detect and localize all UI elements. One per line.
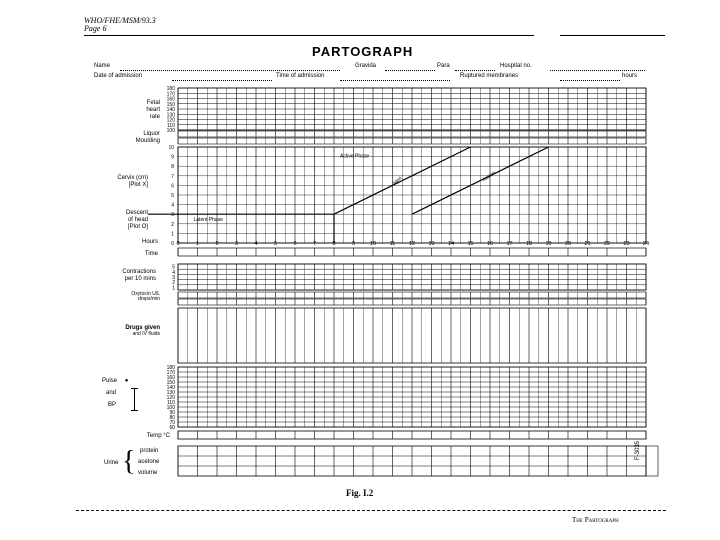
pulse-bp-tick: 120 <box>166 395 175 401</box>
hospital-no-field: Hospital no. <box>500 63 532 69</box>
pulse-bp-tick: 130 <box>166 390 175 396</box>
action-label: Action <box>481 170 497 184</box>
footer-rule <box>76 510 666 511</box>
hour-tick: 15 <box>467 241 474 247</box>
side-code: F-3035 <box>635 440 641 460</box>
hours-label: Hours <box>141 239 158 245</box>
hour-tick: 16 <box>486 241 494 247</box>
hours-field: hours <box>622 73 638 79</box>
cervix-tick: 2 <box>171 221 174 228</box>
cervix-tick: 7 <box>171 173 174 180</box>
hour-tick: 10 <box>369 241 377 247</box>
contractions-tick: 3 <box>172 275 175 281</box>
date-admission-field: Date of admission <box>94 73 143 79</box>
hour-tick: 24 <box>642 241 650 247</box>
cervix-tick: 6 <box>171 183 174 190</box>
hour-tick: 9 <box>351 241 356 247</box>
hour-tick: 8 <box>332 241 336 247</box>
drugs-label-2: and IV fluids <box>132 331 160 337</box>
cervix-tick: 8 <box>171 164 174 171</box>
cervix-label-1: Cervix (cm) <box>117 175 148 181</box>
liquor-label: Liquor <box>143 131 160 137</box>
hour-tick: 7 <box>312 241 317 247</box>
fetal-heart-tick: 140 <box>166 107 175 113</box>
hour-tick: 6 <box>293 241 297 247</box>
contractions-tick: 5 <box>172 264 175 271</box>
pulse-bp-tick: 90 <box>169 410 175 416</box>
bp-label-text: BP <box>108 402 117 408</box>
time-label: Time <box>144 251 158 257</box>
urine-label: Urine <box>104 460 119 466</box>
pulse-label-text: Pulse <box>102 378 118 384</box>
temp-label: Temp °C <box>146 433 170 439</box>
hour-tick: 1 <box>195 241 200 247</box>
hour-tick: 3 <box>234 241 239 247</box>
fetal-heart-tick: 100 <box>166 128 175 134</box>
pulse-bp-tick: 60 <box>169 425 175 431</box>
ruptured-membranes-field: Ruptured membranes <box>460 73 519 79</box>
fetal-heart-label-2: heart <box>146 107 160 113</box>
fetal-heart-tick: 130 <box>166 112 175 119</box>
fetal-heart-tick: 110 <box>167 122 175 129</box>
hour-tick: 19 <box>545 241 552 247</box>
hour-tick: 13 <box>428 241 435 247</box>
hour-tick: 4 <box>254 241 258 247</box>
hour-tick: 18 <box>525 241 533 247</box>
pulse-bp-tick: 70 <box>169 420 175 426</box>
alert-label: Alert <box>391 175 404 187</box>
pulse-bp-tick: 170 <box>166 370 175 376</box>
oxytocin-label-1: Oxytocin U/L <box>131 291 160 297</box>
hour-tick: 17 <box>506 241 513 247</box>
pulse-bp-tick: 150 <box>166 380 175 386</box>
pulse-bp-tick: 110 <box>167 400 175 406</box>
urine-volume: volume <box>138 470 158 476</box>
footer-title: The Partograph <box>572 516 619 524</box>
figure-caption: Fig. I.2 <box>346 488 374 498</box>
cervix-tick: 5 <box>171 193 174 199</box>
cervix-tick: 3 <box>171 212 174 219</box>
pulse-bp-tick: 180 <box>166 365 175 371</box>
doc-reference-line2: Page 6 <box>84 24 107 33</box>
cervix-label-2: [Plot X] <box>128 182 148 188</box>
contractions-tick: 2 <box>172 280 175 287</box>
active-phase-label: Active Phase <box>340 153 370 160</box>
fetal-heart-label-1: Fetal <box>146 100 160 106</box>
fetal-heart-tick: 170 <box>166 91 175 98</box>
para-field: Para <box>437 63 450 69</box>
contractions-tick: 4 <box>172 269 175 276</box>
cervix-tick: 4 <box>171 202 174 209</box>
time-admission-field: Time of admission <box>276 73 325 79</box>
cervix-tick: 1 <box>171 231 174 238</box>
gravida-field: Gravida <box>355 63 377 69</box>
pulse-marker-icon: ● <box>124 378 129 384</box>
descent-label-1: Descent <box>125 210 148 216</box>
descent-label-3: [Plot O] <box>127 224 148 230</box>
cervix-tick: 10 <box>168 145 174 151</box>
moulding-label: Moulding <box>135 138 160 144</box>
drugs-label-1: Drugs given <box>125 325 160 331</box>
fetal-heart-tick: 160 <box>166 96 175 103</box>
contractions-label-2: per 10 mins <box>124 276 156 282</box>
name-field: Name <box>94 63 111 69</box>
pulse-bp-tick: 140 <box>166 385 175 391</box>
fetal-heart-label-3: rate <box>149 114 160 120</box>
hour-tick: 21 <box>584 241 591 247</box>
hour-tick: 0 <box>176 241 180 247</box>
fetal-heart-tick: 180 <box>166 86 175 92</box>
side-box <box>646 446 658 476</box>
hour-tick: 23 <box>623 241 630 247</box>
urine-protein: protein <box>140 448 159 454</box>
pulse-bp-tick: 80 <box>169 415 175 421</box>
contractions-tick: 1 <box>172 285 175 292</box>
contractions-label-1: Contractions <box>122 269 156 275</box>
hour-tick: 2 <box>215 241 219 247</box>
fetal-heart-tick: 150 <box>166 101 175 108</box>
hour-tick: 14 <box>447 241 455 247</box>
oxytocin-label-2: drops/min <box>138 296 160 302</box>
cervix-tick: 9 <box>171 154 174 161</box>
fetal-heart-tick: 120 <box>166 117 175 124</box>
hour-tick: 22 <box>603 241 611 247</box>
hour-tick: 11 <box>389 241 396 247</box>
pulse-bp-tick: 100 <box>166 405 175 411</box>
latent-phase-label: Latent Phase <box>193 217 223 224</box>
hour-tick: 12 <box>408 241 416 247</box>
hour-tick: 5 <box>273 241 278 247</box>
descent-label-2: of head <box>127 217 148 223</box>
urine-brace-icon: { <box>122 446 136 477</box>
urine-acetone: acetone <box>138 459 160 465</box>
doc-reference-line1: WHO/FHE/MSM/93.3 <box>84 16 156 25</box>
page-title: PARTOGRAPH <box>312 44 414 59</box>
hour-tick: 20 <box>564 241 572 247</box>
cervix-tick: 0 <box>171 241 174 247</box>
pulse-bp-tick: 160 <box>166 375 175 381</box>
and-label: and <box>106 390 117 396</box>
